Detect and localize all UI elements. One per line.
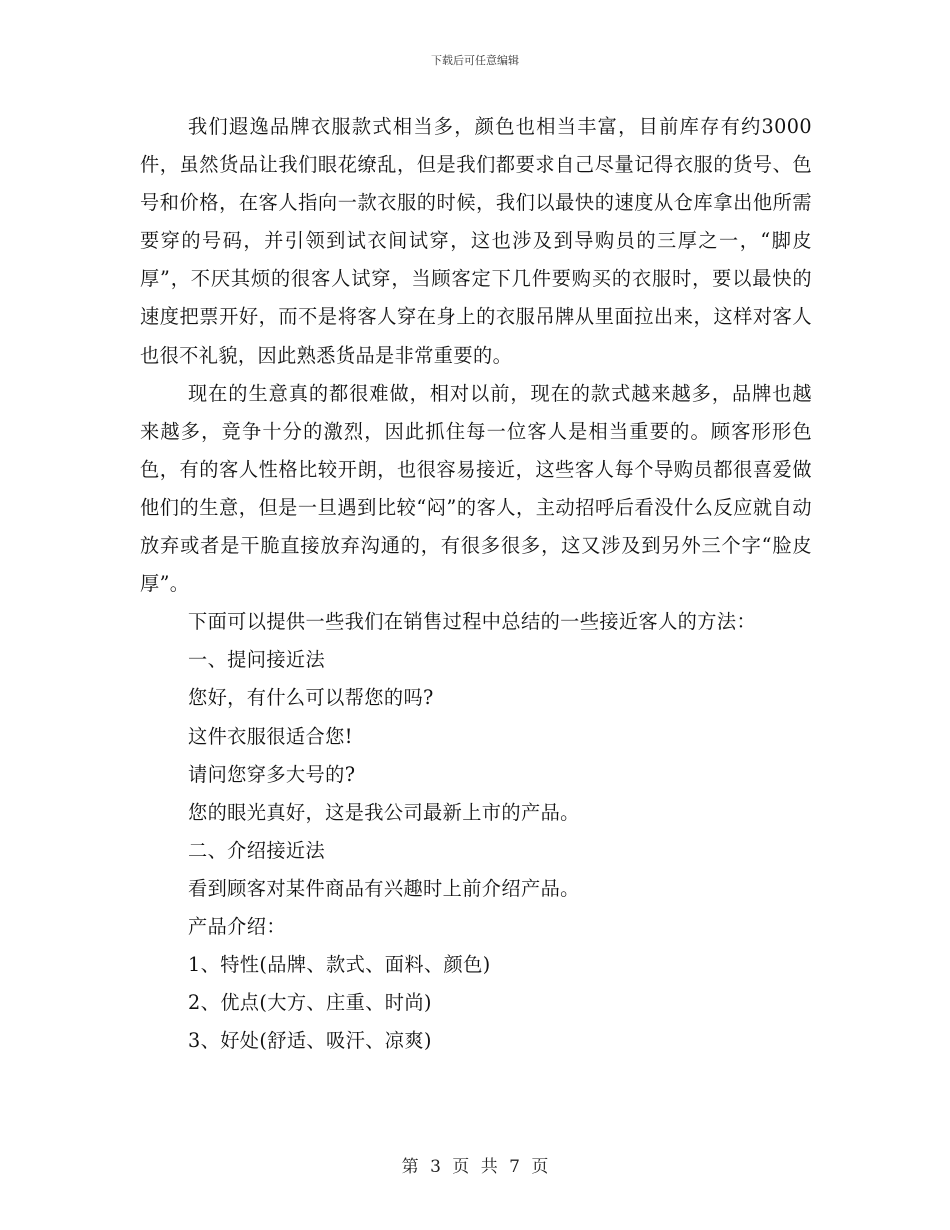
section-heading-question-approach: 一、提问接近法 [188,648,326,672]
paragraph-competition: 现在的生意真的都很难做，相对以前，现在的款式越来越多，品牌也越来越多，竟争十分的激烈，因此抓住每一位客人是相当重要的。顾客形形色色，有的客人性格比较开朗，也很容易接近，这些客人每个导购员都很喜爱做他们的生意，但是一旦遇到比较“闷”的客人，主动招呼后看没什么反应就自动放弃或者是干脆直接放弃沟通的，有很多很多，这又涉及到另外三个字“脸皮厚”。 [140,381,812,596]
example-line: 请问您穿多大号的? [188,762,356,786]
list-item-benefits: 3、好处(舒适、吸汗、凉爽) [188,1029,432,1053]
paragraph-inventory: 我们遐逸品牌衣服款式相当多，颜色也相当丰富，目前库存有约3000件，虽然货品让我们眼花缭乱，但是我们都要求自己尽量记得衣服的货号、色号和价格，在客人指向一款衣服的时候，我们以最快的速度从仓库拿出他所需要穿的号码，并引领到试衣间试穿，这也涉及到导购员的三厚之一，“脚皮厚”，不厌其烦的很客人试穿，当顾客定下几件要购买的衣服时，要以最快的速度把票开好，而不是将客人穿在身上的衣服吊牌从里面拉出来，这样对客人也很不礼貌，因此熟悉货品是非常重要的。 [140,115,812,367]
list-item-features: 1、特性(品牌、款式、面料、颜色) [188,953,491,977]
body-line: 看到顾客对某件商品有兴趣时上前介绍产品。 [188,876,580,900]
product-intro-heading: 产品介绍： [188,914,286,938]
example-line: 您的眼光真好，这是我公司最新上市的产品。 [188,800,580,824]
example-line: 这件衣服很适合您! [188,724,353,748]
section-heading-introduction-approach: 二、介绍接近法 [188,838,326,862]
page-number: 第 3 页 共 7 页 [401,1157,549,1177]
example-line: 您好，有什么可以帮您的吗? [188,686,434,710]
list-item-advantages: 2、优点(大方、庄重、时尚) [188,991,432,1015]
paragraph-methods-intro: 下面可以提供一些我们在销售过程中总结的一些接近客人的方法： [188,610,757,634]
document-body [140,108,812,1060]
page-header: 下载后可任意编辑 [431,54,519,67]
